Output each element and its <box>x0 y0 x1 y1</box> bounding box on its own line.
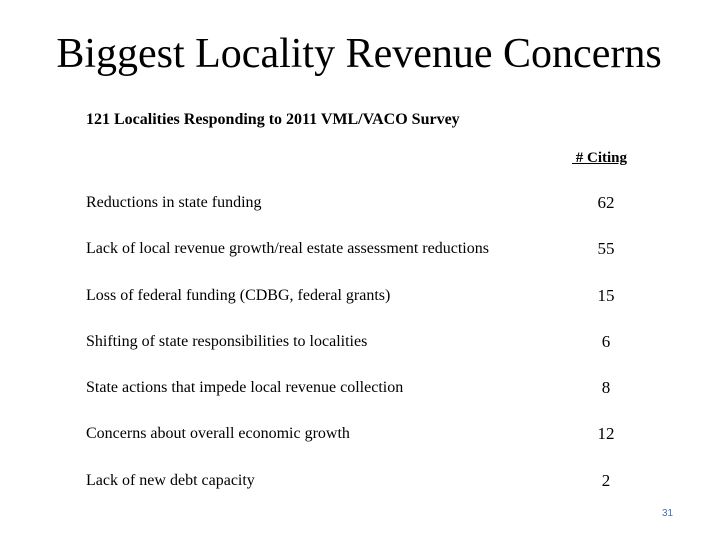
concern-label: Concerns about overall economic growth <box>86 425 350 443</box>
citing-count: 6 <box>601 331 611 351</box>
citing-count: 2 <box>601 470 611 490</box>
citing-column-header: # Citing <box>572 150 628 166</box>
slide-number: 31 <box>662 508 674 519</box>
citing-count: 62 <box>597 193 615 212</box>
table-row <box>0 274 720 320</box>
concern-label: Reductions in state funding <box>86 194 262 211</box>
table-row <box>0 412 720 458</box>
concerns-table <box>0 181 720 505</box>
page-title: Biggest Locality Revenue Concerns <box>56 31 662 77</box>
survey-subtitle: 121 Localities Responding to 2011 VML/VACO Survey <box>86 111 460 128</box>
concern-label: Lack of local revenue growth/real estate assessment reductions <box>86 240 489 258</box>
citing-count: 15 <box>597 285 615 305</box>
table-row <box>0 320 720 366</box>
concern-label: State actions that impede local revenue collection <box>86 379 404 397</box>
citing-count: 12 <box>597 424 615 444</box>
concern-label: Lack of new debt capacity <box>86 471 255 489</box>
citing-count: 8 <box>601 378 611 398</box>
table-row <box>0 227 720 273</box>
table-row <box>0 366 720 412</box>
table-row <box>0 459 720 505</box>
table-row <box>0 181 720 227</box>
concern-label: Shifting of state responsibilities to localities <box>86 332 368 350</box>
citing-count: 55 <box>597 239 615 259</box>
concern-label: Loss of federal funding (CDBG, federal grants) <box>86 286 391 304</box>
